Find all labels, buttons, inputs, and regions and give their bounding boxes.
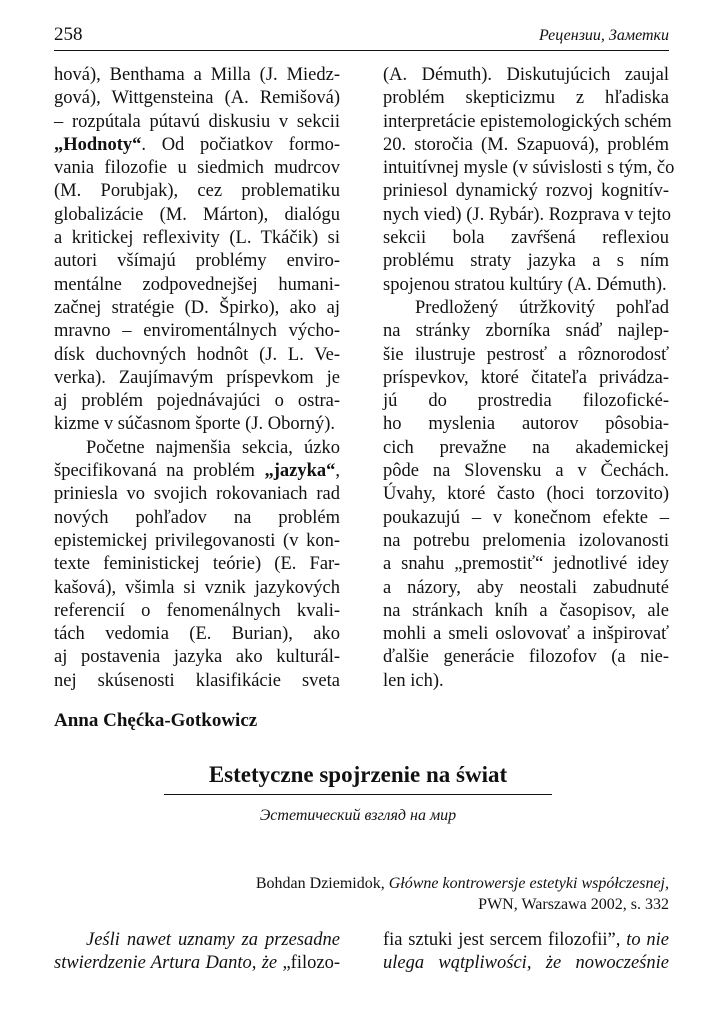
right-line-16: ho myslenia autorov pôsobia- [383, 414, 669, 435]
right-line-11: Predložený útržkovitý pohľad [415, 297, 669, 318]
article-title: Estetyczne spojrzenie na świat [208, 762, 508, 787]
left-line-2: gová), Wittgensteina (A. Remišová) [54, 88, 340, 109]
left-line-17: Početne najmenšia sekcia, úzko [86, 437, 340, 458]
left-line-18 [54, 460, 340, 483]
left-line-18-post: , [335, 461, 340, 482]
left-line-9: autori všímajú problémy enviro- [54, 251, 340, 272]
right-line-7: nych vied) (J. Rybár). Rozprava v tejto [383, 204, 671, 225]
left-line-23: kašová), všimla si vznik jazykových [54, 577, 340, 598]
left-line-16: kizme v súčasnom športe (J. Oborný). [54, 414, 336, 435]
right-line-13: šie ilustruje pestrosť a rôznorodosť [383, 344, 669, 365]
left-line-8: a kritickej reflexivity (L. Tkáčik) si [54, 228, 340, 249]
right-line-26: ďalšie generácie filozofov (a nie- [383, 647, 669, 668]
left-line-14: verka). Zaujímavým príspevkom je [54, 367, 340, 388]
left-line-27: nej skúsenosti klasifikácie sveta [54, 670, 340, 691]
right-line-27: len ich). [383, 670, 444, 691]
bottom-right-line-1-italic: , to nie [615, 930, 669, 950]
right-line-14: príspevkov, ktoré čitateľa privádza- [383, 367, 669, 388]
right-column [383, 64, 675, 693]
left-column [54, 64, 340, 693]
left-line-11: začnej stratégie (D. Špirko), ako aj [54, 297, 340, 318]
right-line-12: na stránky zborníka snáď najlep- [383, 321, 669, 342]
reviewed-book [256, 873, 669, 915]
right-line-1: (A. Démuth). Diskutujúcich zaujal [383, 65, 669, 85]
left-line-3: – rozpútala pútavú diskusiu v sekcii [54, 111, 340, 132]
right-line-25: mohli a smeli oslovovať a inšpirovať [383, 624, 669, 645]
left-line-7: globalizácie (M. Márton), dialógu [54, 204, 340, 225]
article-subtitle: Эстетический взгляд на мир [259, 807, 457, 824]
review-author: Bohdan Dziemidok, [255, 875, 389, 892]
left-line-12: mravno – enviromentálnych výcho- [54, 321, 340, 342]
right-line-19: Úvahy, ktoré často (hoci torzovito) [383, 484, 669, 505]
left-line-21: epistemickej privilegovanosti (v kon- [54, 530, 340, 551]
bottom-left-line-1: Jeśli nawet uznamy za przesadne [86, 930, 340, 950]
bottom-left-line-2-upright: „filozo- [282, 953, 340, 974]
hodnoty-term: „Hodnoty“ [54, 134, 142, 155]
right-line-20: poukazujú – v konečnom efekte – [383, 507, 669, 528]
review-book-title: Główne kontrowersje estetyki współczesnej, [388, 875, 669, 892]
right-line-24: na stránkach kníh a časopisov, ale [383, 600, 669, 621]
left-line-6: (M. Porubjak), cez problematiku [54, 181, 340, 202]
left-line-24: referencií o fenomenálnych kvali- [54, 600, 340, 621]
review-publisher: PWN, Warszawa 2002, s. 332 [478, 896, 669, 913]
left-line-13: dísk duchovných hodnôt (J. L. Ve- [54, 344, 340, 365]
left-line-22: texte feministickej teórie) (E. Far- [54, 554, 340, 575]
right-line-23: a názory, aby neostali zabudnuté [383, 577, 669, 598]
header-rule [54, 50, 669, 51]
jazyka-term: „jazyka“ [264, 461, 336, 482]
left-line-25: tách vedomia (E. Burian), ako [54, 624, 340, 645]
left-line-4 [54, 134, 340, 157]
bottom-right-line-1-upright: fia sztuki jest sercem filozofii” [383, 930, 616, 950]
right-line-15: jú do prostredia filozofické- [383, 391, 669, 412]
bottom-right-line-1 [383, 929, 669, 952]
right-line-3: interpretácie epistemologických schém [383, 111, 672, 132]
left-line-5: vania filozofie u siedmich mudrcov [54, 158, 340, 179]
right-line-2: problém skepticizmu z hľadiska [383, 88, 669, 109]
left-line-19: priniesla vo svojich rokovaniach rad [54, 484, 340, 505]
left-line-20: nových pohľadov na problém [54, 507, 340, 528]
right-line-6: priniesol dynamický rozvoj kognitív- [383, 181, 669, 202]
right-line-22: a snahu „premostiť“ jednotlivé idey [383, 554, 669, 575]
article-author: Anna Chęćka-Gotkowicz [54, 710, 258, 731]
bottom-right-line-2: ulega wątpliwości, że nowocześnie [383, 953, 669, 974]
page-number: 258 [54, 24, 83, 45]
bottom-left-column [54, 929, 340, 976]
left-line-4-rest: . Od počiatkov formo- [141, 134, 340, 155]
title-rule [164, 794, 552, 795]
right-line-21: na potrebu prelomenia izolovanosti [383, 530, 669, 551]
left-line-26: aj postavenia jazyka ako kulturál- [54, 647, 340, 668]
right-line-18: pôde na Slovensku a v Čechách. [383, 461, 669, 482]
bottom-right-column [383, 929, 669, 976]
bottom-left-line-2 [54, 952, 340, 975]
review-line-1 [256, 873, 669, 894]
right-line-5: intuitívnej mysle (v súvislosti s tým, čo [383, 158, 675, 179]
running-title: Рецензии, Заметки [538, 27, 669, 44]
right-line-9: problému straty jazyka a s ním [383, 251, 669, 272]
left-line-10: mentálne zodpovednejšej humani- [54, 274, 340, 295]
right-line-4: 20. storočia (M. Szapuová), problém [383, 134, 669, 155]
left-line-18-pre: špecifikovaná na problém [54, 461, 265, 482]
left-line-15: aj problém pojednávajúci o ostra- [54, 391, 340, 412]
right-line-8: sekcii bola zavŕšená reflexiou [383, 228, 669, 249]
right-line-17: cich prevažne na akademickej [383, 437, 669, 458]
bottom-left-line-2-italic: stwierdzenie Artura Danto, że [54, 953, 283, 974]
left-line-1: hová), Benthama a Milla (J. Miedz- [54, 65, 340, 85]
right-line-10: spojenou stratou kultúry (A. Démuth). [383, 274, 667, 295]
